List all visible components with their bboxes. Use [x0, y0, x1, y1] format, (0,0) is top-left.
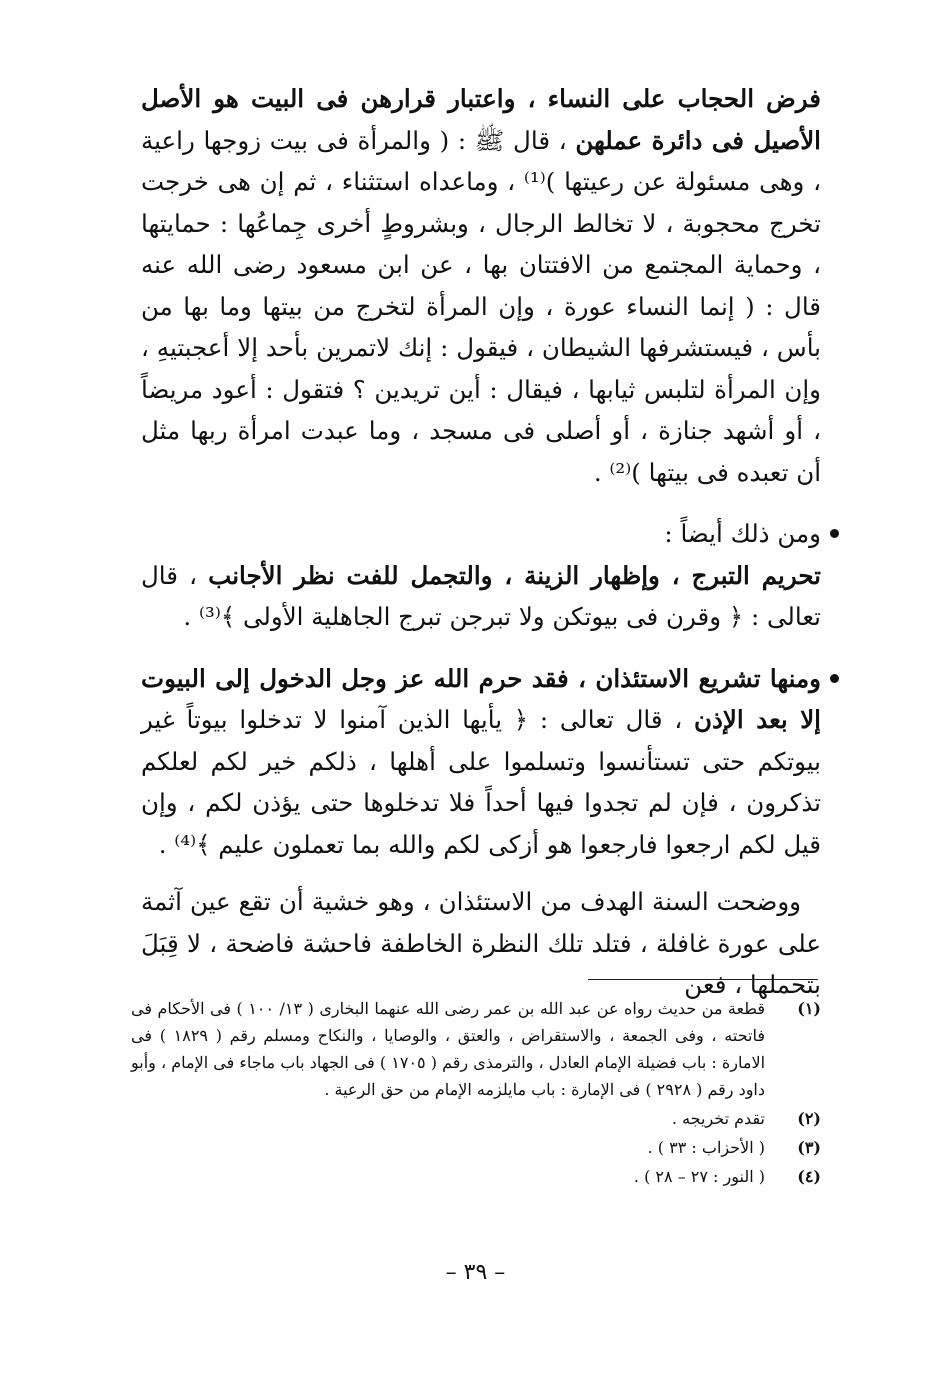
footnote-1 [131, 995, 821, 1103]
bullet-tabarruj-body: ، قال تعالى : ﴿ وقرن فى بيوتكن ولا تبرجن تبرج الجاهلية الأولى ﴾⁽³⁾ . [141, 560, 821, 631]
bullet-tabarruj [141, 513, 821, 638]
footnote-number: (٢) [797, 1109, 821, 1128]
heading-hijab: فرض الحجاب على النساء ، واعتبار قرارهن فى البيت هو الأصل الأصيل فى دائرة عملهن [141, 84, 821, 155]
footnote-3 [131, 1134, 821, 1161]
bullet-isti-dhan-body: ، قال تعالى : ﴿ يأيها الذين آمنوا لا تدخلوا بيوتاً غير بيوتكم حتى تستأنسوا وتسلموا على أهلها ، ذلكم خير لكم لعلكم تذكرون ، فإن لم تجدوا فيها أحداً فلا تدخلوها حتى يؤذن لكم ، وإن قيل لكم ارجعوا فارجعوا هو أزكى لكم والله بما تعملون عليم ﴾⁽⁴⁾ . [141, 705, 821, 859]
footnotes [131, 995, 821, 1190]
bullet-isti-dhan-text [141, 658, 821, 866]
footnote-number: (٤) [797, 1167, 821, 1186]
footnote-4 [131, 1163, 821, 1190]
footnote-number: (٣) [797, 1138, 821, 1157]
footnote-text: قطعة من حديث رواه عن عبد الله بن عمر رضى الله عنهما البخارى ( ١٣/ ١٠٠ ) فى الأحكام فى فاتحته ، وفى الجمعة ، والاستقراض ، والعتق ، والوصايا ، والنكاح ومسلم رقم ( ١٨٢٩ ) فى الامارة : باب فضيلة الإمام العادل ، والترمذى رقم ( ١٧٠٥ ) فى الجهاد باب ماجاء فى الإمام ، وأبو داود رقم ( ٢٩٢٨ ) فى الإمارة : باب مايلزمه الإمام من حق الرعية . [131, 999, 766, 1099]
paragraph-sunnah: ووضحت السنة الهدف من الاستئذان ، وهو خشية أن تقع عين آثمة على عورة غافلة ، فتلد تلك النظرة الخاطفة فاحشة فاضحة ، لا قِبَلَ بتحملها ، فعن [141, 887, 821, 999]
footnote-number: (١) [797, 999, 821, 1018]
footnote-2 [131, 1105, 821, 1132]
bullet-isti-dhan [141, 658, 821, 866]
footnote-text: ( الأحزاب : ٣٣ ) . [647, 1138, 765, 1157]
footnote-divider [588, 979, 818, 980]
bullet-icon [830, 674, 839, 683]
paragraph-hijab [141, 78, 821, 493]
heading-tabarruj: تحريم التبرج ، وإظهار الزينة ، والتجمل للفت نظر الأجانب [208, 560, 821, 590]
footnote-text: ( النور : ٢٧ – ٢٨ ) . [633, 1167, 765, 1186]
heading-isti-dhan: ومنها تشريع الاستئذان ، فقد حرم الله عز وجل الدخول إلى البيوت إلا بعد الإذن [141, 663, 821, 734]
bullet-tabarruj-text [141, 555, 821, 638]
bullet-icon [830, 529, 839, 538]
footnote-text: تقدم تخريجه . [671, 1109, 765, 1128]
main-text [141, 78, 821, 1006]
bullet-intro: ومن ذلك أيضاً : [664, 519, 821, 548]
page-number: – ٣٩ – [445, 1260, 506, 1285]
paragraph-hijab-body: ، قال ﷺ : ( والمرأة فى بيت زوجها راعية ، وهى مسئولة عن رعيتها )⁽¹⁾ ، وماعداه استثناء ، ثم إن هى خرجت تخرج محجوبة ، لا تخالط الرجال ، وبشروطٍ أخرى جِماعُها : حمايتها ، وحماية المجتمع من الافتتان بها ، عن ابن مسعود رضى الله عنه قال : ( إنما النساء عورة ، وإن المرأة لتخرج من بيتها وما بها من بأس ، فيستشرفها الشيطان ، فيقول : إنك لاتمرين بأحد إلا أعجبتيهِ ، وإن المرأة لتلبس ثيابها ، فيقال : أين تريدين ؟ فتقول : أعود مريضاً ، أو أشهد جنازة ، أو أصلى فى مسجد ، وما عبدت امرأة ربها مثل أن تعبده فى بيتها )⁽²⁾ . [141, 125, 821, 487]
